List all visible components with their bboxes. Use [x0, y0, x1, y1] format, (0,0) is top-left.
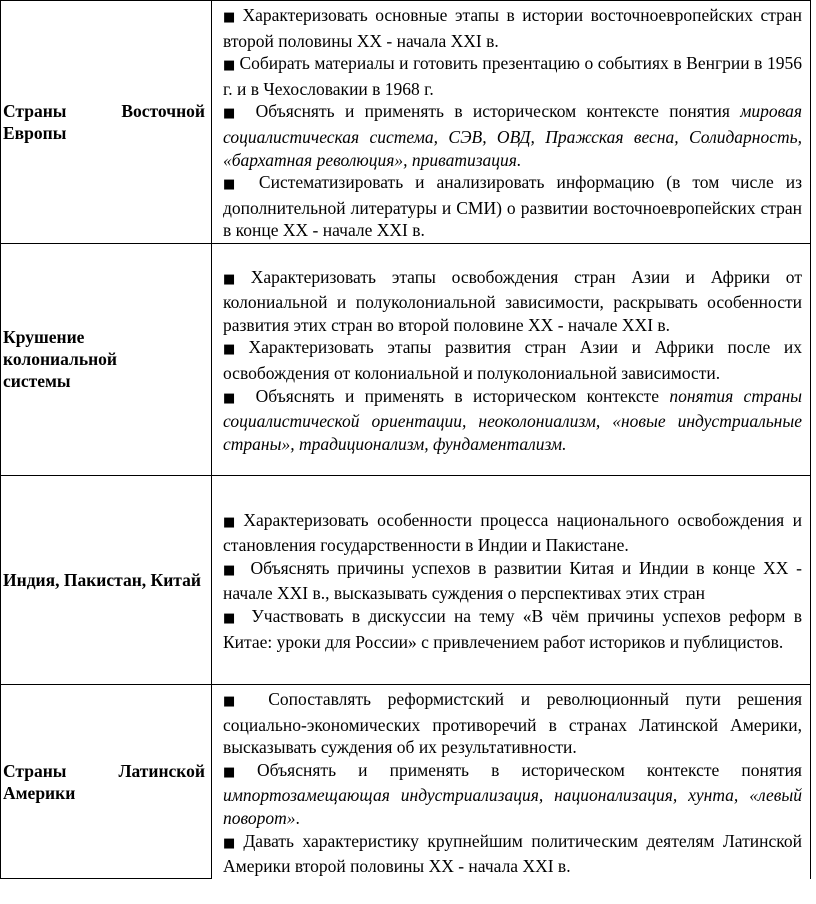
goals-cell [212, 243, 811, 475]
table-row [1, 475, 811, 684]
table-row [1, 684, 811, 878]
bullet-icon: ■ [223, 342, 245, 358]
topic-cell [1, 243, 212, 475]
bullet-icon: ■ [223, 390, 242, 406]
topic-cell [1, 475, 212, 684]
topic-cell [1, 1, 212, 244]
table-row [1, 1, 811, 244]
goals-cell [212, 1, 811, 244]
topic-label: Страны Латинской Америки [3, 760, 205, 803]
goals-cell [212, 475, 811, 684]
bullet-icon: ■ [223, 177, 243, 193]
bullet-icon: ■ [223, 693, 248, 709]
topic-label: Страны Восточной Европы [3, 100, 205, 143]
topic-cell [1, 684, 212, 878]
bullet-icon: ■ [223, 58, 236, 74]
goal-item: ■ Характеризовать этапы освобождения стран Азии и Африки от колониальной и полуколониальной зависимости, раскрывать особенности развития этих стран во второй половине XX - начале XXI в. [223, 266, 802, 335]
topic-label: Индия, Пакистан, Китай [3, 569, 201, 590]
goal-item: ■ Систематизировать и анализировать информацию (в том числе из дополнительной литературы и СМИ) о развитии восточноевропейских стран в конце XX - начале XXI в. [223, 172, 802, 241]
goal-item: ■ Объяснять и применять в историческом контексте понятия импортозамещающая индустриализация, национализация, хунта, «левый поворот». [223, 759, 802, 828]
bullet-icon: ■ [223, 611, 240, 627]
goal-item: ■ Характеризовать особенности процесса национального освобождения и становления государственности в Индии и Пакистане. [223, 509, 802, 556]
bullet-icon: ■ [223, 106, 242, 122]
bullet-icon: ■ [223, 764, 254, 780]
goal-item: ■ Объяснять причины успехов в развитии Китая и Индии в конце XX - начале XXI в., высказывать суждения о перспективах этих стран [223, 557, 802, 604]
goal-item: ■ Участвовать в дискуссии на тему «В чём причины успехов реформ в Китае: уроки для России» с привлечением работ историков и публицистов. [223, 606, 802, 652]
goal-item: ■ Собирать материалы и готовить презентацию о событиях в Венгрии в 1956 г. и в Чехословакии в 1968 г. [223, 53, 802, 99]
goal-terms: понятия страны социалистической ориентации, неоколониализм, «новые индустриальные страны», традиционализм, фундаментализм. [223, 385, 802, 454]
bullet-icon: ■ [223, 271, 247, 287]
table-row [1, 243, 811, 475]
goal-terms: мировая социалистическая система, СЭВ, ОВД, Пражская весна, Солидарность, «бархатная революция», приватизация. [223, 101, 802, 170]
goals-cell [212, 684, 811, 878]
goal-item: ■ Объяснять и применять в историческом контексте понятия страны социалистической ориентации, неоколониализм, «новые индустриальные страны», традиционализм, фундаментализм. [223, 385, 802, 454]
bullet-icon: ■ [223, 10, 239, 25]
bullet-icon: ■ [223, 514, 240, 530]
goal-terms: импортозамещающая индустриализация, национализация, хунта, «левый поворот» [223, 785, 802, 828]
bullet-icon: ■ [223, 835, 240, 851]
goal-item: ■ Характеризовать основные этапы в истории восточноевропейских стран второй половины XX - начала XXI в. [223, 5, 802, 51]
goal-item: ■ Объяснять и применять в историческом контексте понятия мировая социалистическая система, СЭВ, ОВД, Пражская весна, Солидарность, «бархатная революция», приватизация. [223, 101, 802, 170]
bullet-icon: ■ [223, 562, 239, 578]
goal-item: ■ Давать характеристику крупнейшим политическим деятелям Латинской Америки второй половины XX - начала XXI в. [223, 830, 802, 877]
goal-item: ■ Сопоставлять реформистский и революционный пути решения социально-экономических противоречий в странах Латинской Америки, высказывать суждения об их результативности. [223, 688, 802, 758]
topic-label: Крушение колониальной системы [3, 327, 117, 392]
goal-item: ■ Характеризовать этапы развития стран Азии и Африки после их освобождения от колониальной и полуколониальной зависимости. [223, 337, 802, 383]
